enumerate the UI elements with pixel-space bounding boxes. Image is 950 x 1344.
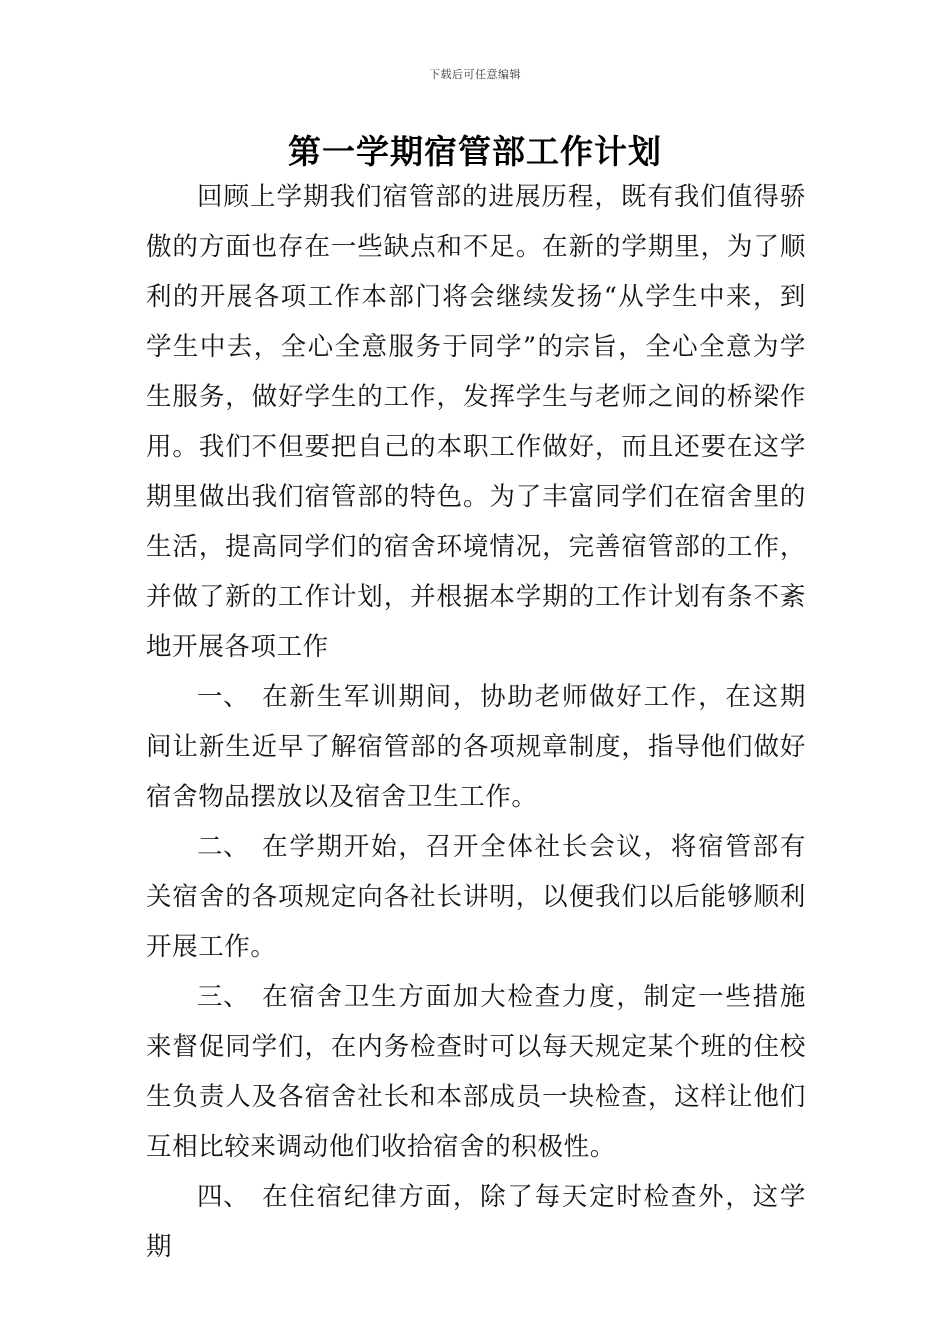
- document-body: [146, 172, 806, 1272]
- list-item-4: [146, 1172, 806, 1272]
- list-item-text: 在学期开始，召开全体社长会议，将宿管部有关宿舍的各项规定向各社长讲明，以便我们以后能够顺利开展工作。: [146, 832, 806, 962]
- list-item-2: [146, 822, 806, 972]
- list-item-1: [146, 672, 806, 822]
- list-marker: 四、: [197, 1182, 250, 1212]
- list-marker: 二、: [197, 832, 250, 862]
- list-marker: 一、: [197, 682, 250, 712]
- header-note: 下载后可任意编辑: [429, 68, 521, 81]
- list-marker: 三、: [197, 982, 250, 1012]
- list-item-text: 在新生军训期间，协助老师做好工作，在这期间让新生近早了解宿管部的各项规章制度，指导他们做好宿舍物品摆放以及宿舍卫生工作。: [146, 682, 806, 812]
- list-item-text: 在住宿纪律方面，除了每天定时检查外，这学期: [146, 1182, 806, 1262]
- list-item-3: [146, 972, 806, 1172]
- list-item-text: 在宿舍卫生方面加大检查力度，制定一些措施来督促同学们，在内务检查时可以每天规定某个班的住校生负责人及各宿舍社长和本部成员一块检查，这样让他们互相比较来调动他们收拾宿舍的积极性。: [146, 982, 806, 1162]
- document-title: 第一学期宿管部工作计划: [288, 132, 662, 171]
- intro-paragraph: 回顾上学期我们宿管部的进展历程，既有我们值得骄傲的方面也存在一些缺点和不足。在新的学期里，为了顺利的开展各项工作本部门将会继续发扬“从学生中来，到学生中去，全心全意服务于同学”的宗旨，全心全意为学生服务，做好学生的工作，发挥学生与老师之间的桥梁作用。我们不但要把自己的本职工作做好，而且还要在这学期里做出我们宿管部的特色。为了丰富同学们在宿舍里的生活，提高同学们的宿舍环境情况，完善宿管部的工作，并做了新的工作计划，并根据本学期的工作计划有条不紊地开展各项工作: [146, 182, 806, 662]
